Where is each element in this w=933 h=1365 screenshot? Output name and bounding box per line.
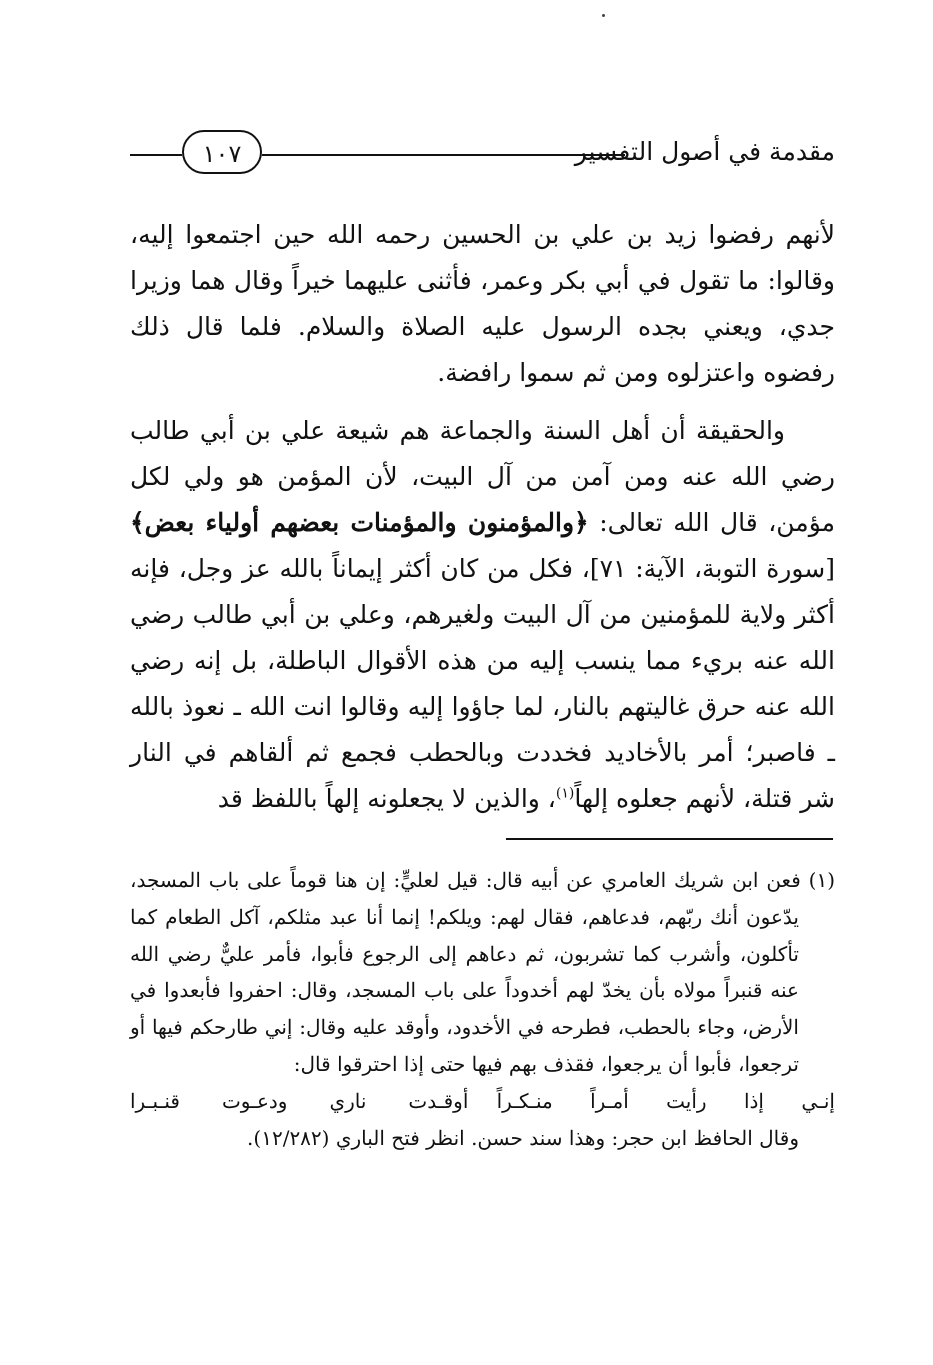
quran-verse: ﴿والمؤمنون والمؤمنات بعضهم أولياء بعض﴾ (130, 508, 589, 537)
main-text (130, 212, 835, 822)
poetry-verse (130, 1083, 835, 1120)
page-number: ١٠٧ (182, 130, 262, 174)
footnote-1: (١) فعن ابن شريك العامري عن أبيه قال: قيل لعليٍّ: إن هنا قوماً على باب المسجد، يدّعون أنك ربّهم، فدعاهم، فقال لهم: ويلكم! إنما أنا عبد مثلكم، آكل الطعام كما تأكلون، وأشرب كما تشربون، ثم دعاهم إلى الرجوع فأبوا، فأمر عليٌّ رضي الله عنه قنبراً مولاه بأن يخدّ لهم أخدوداً على باب المسجد، وقال: احفروا فأبعدوا في الأرض، وجاء بالحطب، فطرحه في الأخدود، وأوقد عليه وقال: إني طارحكم فيها أو ترجعوا، فأبوا أن يرجعوا، فقذف بهم فيها حتى إذا احترقوا قال: (130, 868, 835, 1076)
footnote-reference[interactable]: (١) (555, 785, 575, 802)
paragraph-2-text-c: ، والذين لا يجعلونه إلهاً باللفظ قد (217, 784, 556, 813)
footnote-separator (506, 838, 833, 840)
verse-first-hemistich: إنـي إذا رأيت أمـراً منـكـراً (496, 1088, 835, 1113)
footnote-closing: وقال الحافظ ابن حجر: وهذا سند حسن. انظر فتح الباري (١٢/٢٨٢). (247, 1125, 799, 1150)
scan-speck (602, 14, 605, 17)
running-header (130, 128, 835, 184)
paragraph-2 (130, 408, 835, 822)
paragraph-2-text-b: [سورة التوبة، الآية: ٧١]، فكل من كان أكثر إيماناً بالله عز وجل، فإنه أكثر ولاية للمؤمنين من آل البيت ولغيرهم، وعلي بن أبي طالب رضي الله عنه بريء مما ينسب إليه من هذه الأقوال الباطلة، بل إنه رضي الله عنه حرق غاليتهم بالنار، لما جاؤوا إليه وقالوا انت الله ـ نعوذ بالله ـ فاصبر؛ أمر بالأخاديد فخددت وبالحطب فجمع ثم ألقاهم في النار شر قتلة، لأنهم جعلوه إلهاً (130, 554, 835, 813)
header-rule-left (130, 154, 182, 156)
paragraph-2-text-a: والحقيقة أن أهل السنة والجماعة هم شيعة علي بن أبي طالب رضي الله عنه ومن آمن من آل البيت، لأن المؤمن هو ولي لكل مؤمن، قال الله تعالى: (130, 416, 835, 537)
footnotes (130, 862, 835, 1156)
header-title: مقدمة في أصول التفسير (574, 137, 835, 166)
header-rule (262, 154, 625, 156)
verse-second-hemistich: أوقـدت ناري ودعـوت قنـبـرا (130, 1088, 469, 1113)
paragraph-1: لأنهم رفضوا زيد بن علي بن الحسين رحمه الله حين اجتمعوا إليه، وقالوا: ما تقول في أبي بكر وعمر، فأثنى عليهما خيراً وقال هما وزيرا جدي، ويعني بجده الرسول عليه الصلاة والسلام. فلما قال ذلك رفضوه واعتزلوه ومن ثم سموا رافضة. (130, 220, 835, 387)
